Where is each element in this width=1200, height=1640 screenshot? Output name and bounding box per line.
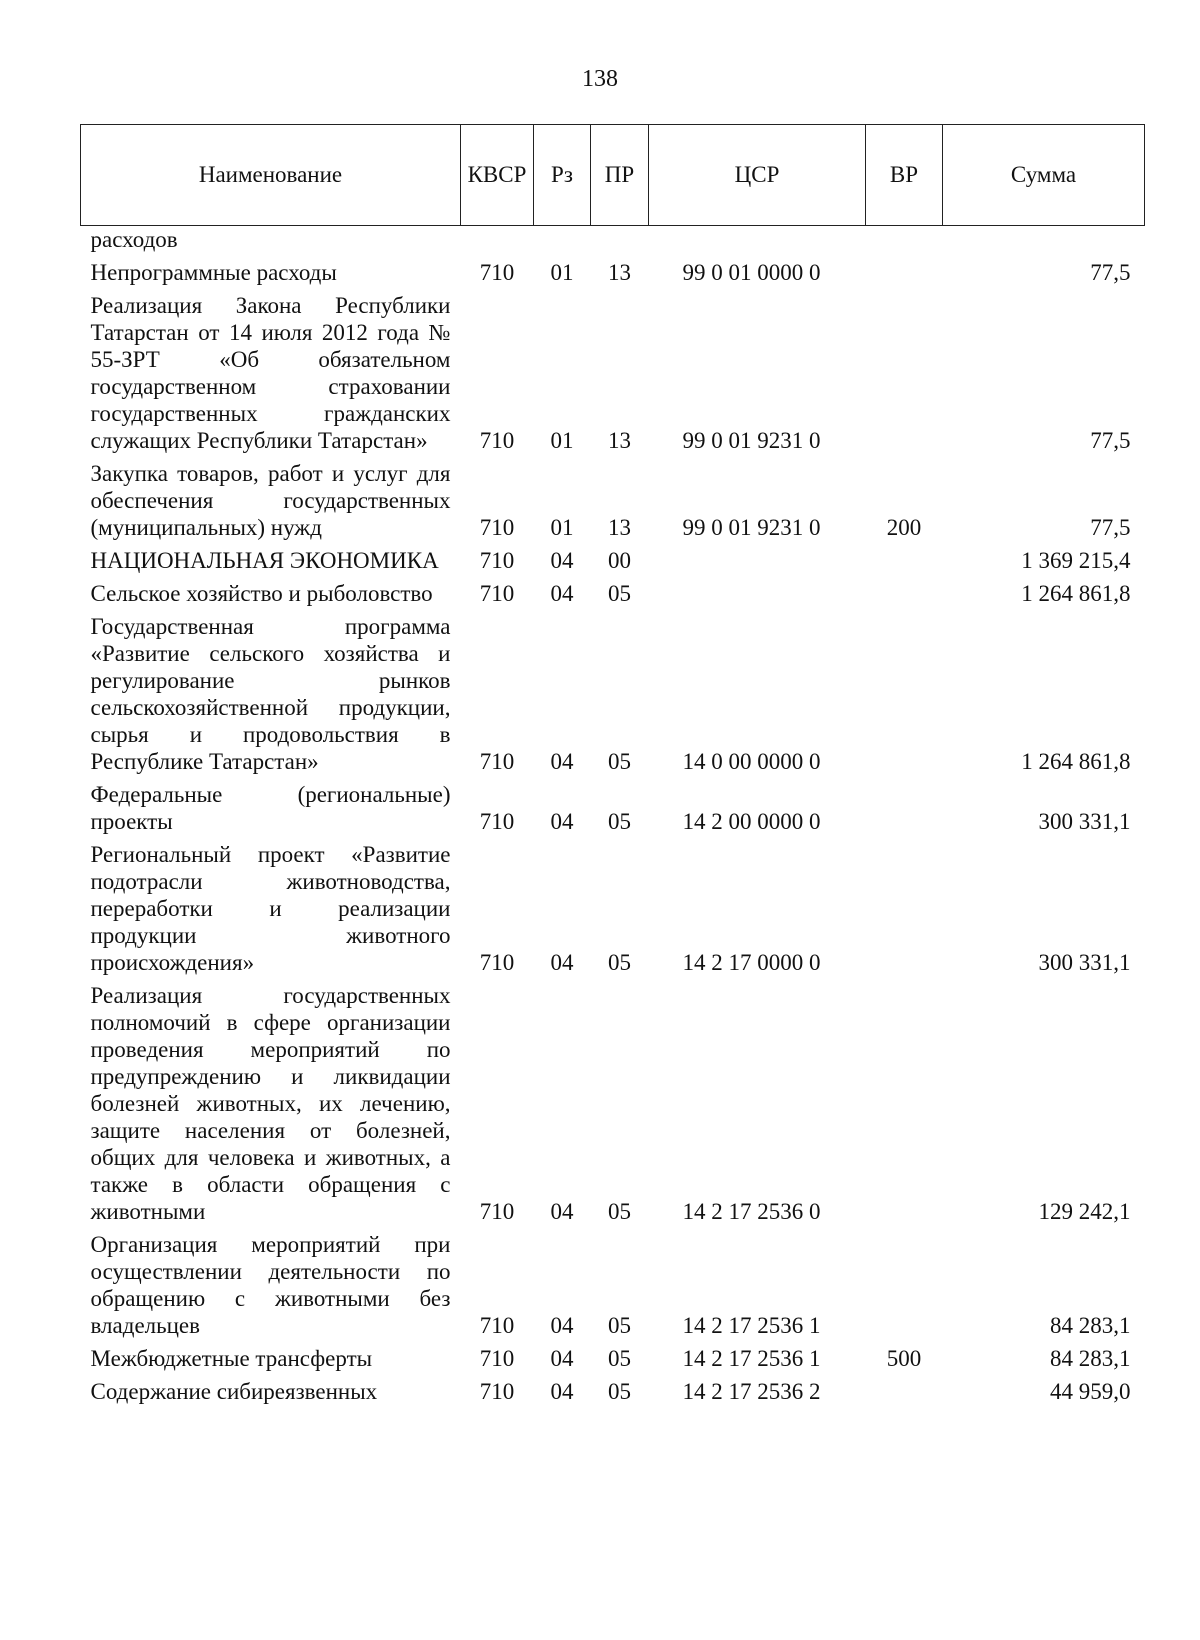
cell-pr [591, 226, 649, 256]
cell-pr: 05 [608, 950, 631, 975]
cell-csr: 14 2 17 2536 1 [682, 1313, 821, 1338]
table-row [81, 1374, 1145, 1407]
table-row [81, 543, 1145, 576]
cell-sum: 44 959,0 [1050, 1379, 1131, 1404]
cell-rz: 01 [550, 428, 574, 453]
cell-kvsr: 710 [479, 1313, 515, 1338]
cell-kvsr: 710 [479, 1199, 515, 1224]
cell-pr: 05 [608, 749, 631, 774]
cell-vr [866, 1374, 943, 1407]
cell-sum: 1 264 861,8 [1021, 749, 1131, 774]
cell-name: Реализация Закона Республики Татарстан от 14 июля 2012 года № 55-ЗРТ «Об обязательном государственном страховании государственных гражданских служащих Республики Татарстан» [90, 293, 451, 453]
table-row [81, 837, 1145, 978]
table-body [81, 226, 1145, 1408]
header-csr: ЦСР [649, 125, 866, 226]
cell-kvsr: 710 [479, 749, 515, 774]
cell-pr: 05 [608, 581, 631, 606]
cell-csr [649, 226, 866, 256]
cell-rz: 04 [550, 1346, 574, 1371]
cell-kvsr: 710 [479, 809, 515, 834]
cell-kvsr: 710 [479, 1379, 515, 1404]
cell-csr: 14 2 17 2536 0 [682, 1199, 821, 1224]
cell-rz: 04 [550, 1199, 574, 1224]
cell-rz: 04 [550, 581, 574, 606]
cell-vr: 500 [886, 1346, 922, 1371]
cell-vr [866, 837, 943, 978]
cell-csr: 14 2 17 0000 0 [682, 950, 821, 975]
cell-rz: 04 [550, 809, 574, 834]
cell-pr: 05 [608, 809, 631, 834]
cell-kvsr: 710 [479, 950, 515, 975]
cell-name: Непрограммные расходы [90, 260, 337, 285]
table-row [81, 456, 1145, 543]
table-row [81, 777, 1145, 837]
cell-name: Федеральные (региональные) проекты [90, 782, 451, 834]
cell-name: расходов [90, 227, 178, 252]
cell-rz: 04 [550, 749, 574, 774]
cell-csr: 99 0 01 0000 0 [682, 260, 821, 285]
cell-kvsr: 710 [479, 581, 515, 606]
page-number: 138 [582, 66, 618, 92]
cell-sum: 1 264 861,8 [1021, 581, 1131, 606]
cell-kvsr [461, 226, 534, 256]
cell-vr [866, 1227, 943, 1341]
cell-sum: 77,5 [1090, 428, 1131, 453]
cell-csr: 14 0 00 0000 0 [682, 749, 821, 774]
cell-rz: 04 [550, 1379, 574, 1404]
cell-vr [866, 543, 943, 576]
cell-sum: 300 331,1 [1038, 950, 1131, 975]
cell-pr: 00 [608, 548, 631, 573]
cell-sum: 84 283,1 [1050, 1346, 1131, 1371]
header-sum: Сумма [943, 125, 1145, 226]
table-row [81, 1341, 1145, 1374]
cell-csr: 99 0 01 9231 0 [682, 428, 821, 453]
cell-vr [866, 777, 943, 837]
cell-rz [534, 226, 591, 256]
cell-name: НАЦИОНАЛЬНАЯ ЭКОНОМИКА [90, 548, 439, 573]
cell-pr: 13 [608, 260, 631, 285]
table-row [81, 576, 1145, 609]
cell-vr: 200 [886, 515, 922, 540]
cell-vr [866, 978, 943, 1227]
cell-pr: 05 [608, 1199, 631, 1224]
cell-csr [649, 576, 866, 609]
header-kvsr: КВСР [461, 125, 534, 226]
cell-kvsr: 710 [479, 428, 515, 453]
cell-kvsr: 710 [479, 1346, 515, 1371]
cell-name: Межбюджетные трансферты [90, 1346, 373, 1371]
cell-vr [866, 576, 943, 609]
cell-csr: 14 2 17 2536 2 [682, 1379, 821, 1404]
cell-sum: 77,5 [1090, 515, 1131, 540]
cell-csr: 14 2 00 0000 0 [682, 809, 821, 834]
cell-sum: 1 369 215,4 [1021, 548, 1131, 573]
table-header-row [81, 125, 1145, 226]
table-row [81, 609, 1145, 777]
cell-csr: 99 0 01 9231 0 [682, 515, 821, 540]
cell-sum: 300 331,1 [1038, 809, 1131, 834]
table-row [81, 1227, 1145, 1341]
cell-kvsr: 710 [479, 515, 515, 540]
cell-sum: 77,5 [1090, 260, 1131, 285]
header-name: Наименование [81, 125, 461, 226]
cell-name: Закупка товаров, работ и услуг для обеспечения государственных (муниципальных) нужд [90, 461, 451, 540]
cell-rz: 01 [550, 515, 574, 540]
table-row [81, 226, 1145, 256]
cell-name: Сельское хозяйство и рыболовство [90, 581, 433, 606]
cell-sum: 129 242,1 [1038, 1199, 1131, 1224]
cell-rz: 01 [550, 260, 574, 285]
cell-pr: 13 [608, 428, 631, 453]
budget-table [80, 124, 1145, 1407]
table-row [81, 978, 1145, 1227]
cell-pr: 05 [608, 1379, 631, 1404]
header-vr: ВР [866, 125, 943, 226]
cell-csr [649, 543, 866, 576]
cell-vr [866, 609, 943, 777]
cell-rz: 04 [550, 950, 574, 975]
cell-csr: 14 2 17 2536 1 [682, 1346, 821, 1371]
cell-kvsr: 710 [479, 548, 515, 573]
cell-pr: 13 [608, 515, 631, 540]
cell-pr: 05 [608, 1346, 631, 1371]
cell-rz: 04 [550, 1313, 574, 1338]
cell-name: Организация мероприятий при осуществлении деятельности по обращению с животными без владельцев [90, 1232, 451, 1338]
table-row [81, 255, 1145, 288]
cell-pr: 05 [608, 1313, 631, 1338]
header-pr: ПР [591, 125, 649, 226]
cell-name: Государственная программа «Развитие сельского хозяйства и регулирование рынков сельскохозяйственной продукции, сырья и продовольствия в Республике Татарстан» [90, 614, 451, 774]
cell-name: Реализация государственных полномочий в сфере организации проведения мероприятий по предупреждению и ликвидации болезней животных, их лечению, защите населения от болезней, общих для человека и животных, а также в области обращения с животными [90, 983, 451, 1224]
table-row [81, 288, 1145, 456]
cell-sum: 84 283,1 [1050, 1313, 1131, 1338]
cell-kvsr: 710 [479, 260, 515, 285]
cell-vr [866, 288, 943, 456]
cell-name: Региональный проект «Развитие подотрасли животноводства, переработки и реализации продукции животного происхождения» [90, 842, 451, 975]
cell-vr [866, 255, 943, 288]
header-rz: Рз [534, 125, 591, 226]
cell-name: Содержание сибиреязвенных [90, 1379, 378, 1404]
cell-vr [866, 226, 943, 256]
cell-rz: 04 [550, 548, 574, 573]
cell-sum [943, 226, 1145, 256]
